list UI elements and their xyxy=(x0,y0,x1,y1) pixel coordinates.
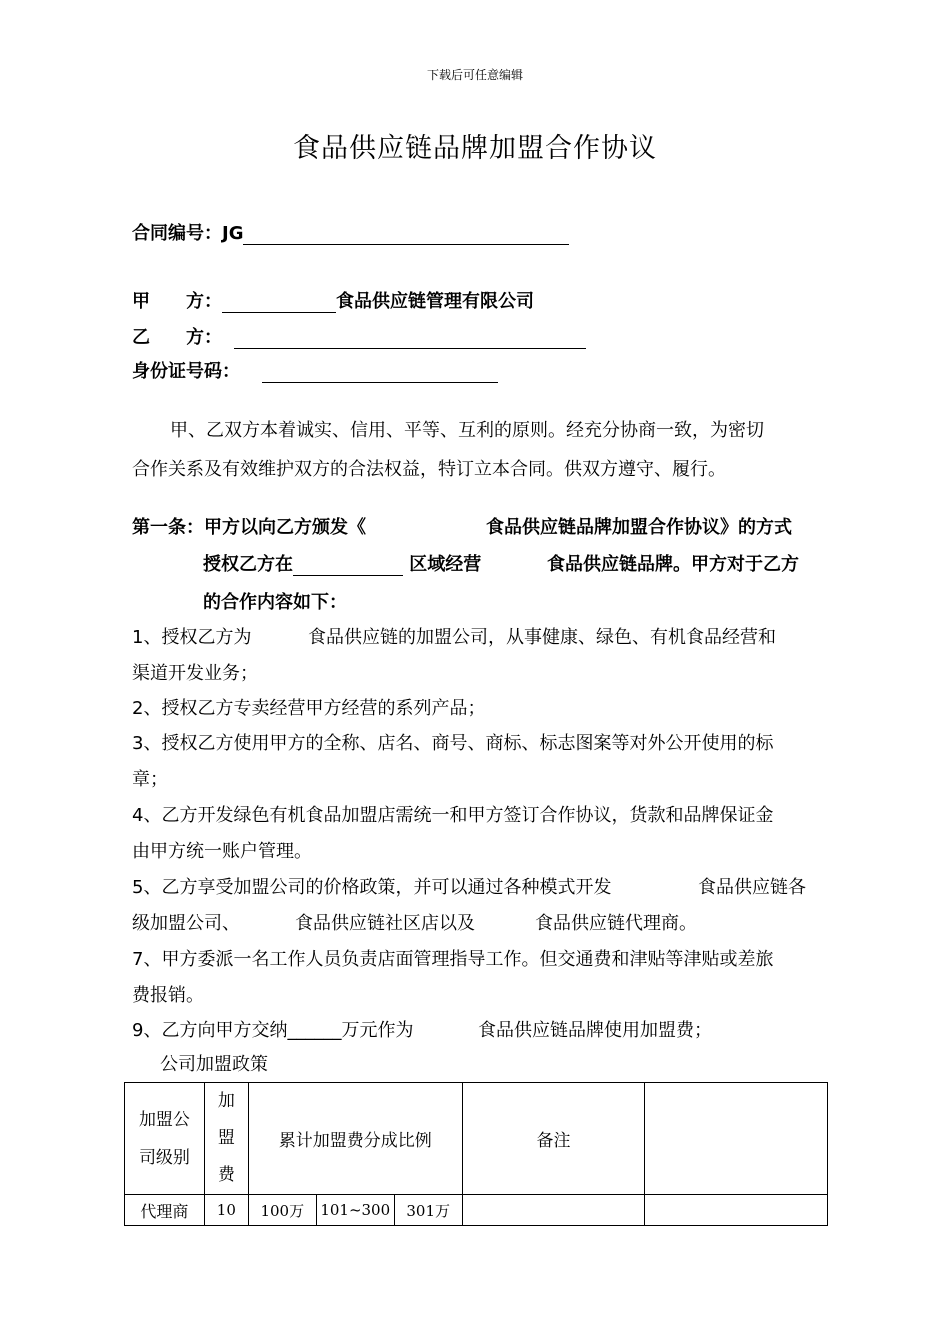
id-number-blank xyxy=(262,362,498,383)
party-a-line xyxy=(132,287,534,313)
document-title: 食品供应链品牌加盟合作协议 xyxy=(293,133,657,164)
contract-number-value: JG xyxy=(222,223,244,244)
article1-line2 xyxy=(203,550,481,576)
clause5-c: 级加盟公司、 xyxy=(132,913,240,934)
party-b-line xyxy=(132,323,586,349)
header-fee-char1: 加 xyxy=(217,1091,235,1111)
clause7-b: 费报销。 xyxy=(132,985,204,1006)
header-fee-char2: 盟 xyxy=(217,1128,235,1148)
id-number-label: 身份证号码： xyxy=(132,361,240,382)
cell-note xyxy=(462,1195,645,1226)
clause5-b: 食品供应链各 xyxy=(698,877,806,898)
clause3-a: 3、授权乙方使用甲方的全称、店名、商号、商标、标志图案等对外公开使用的标 xyxy=(132,733,774,754)
table-header-row xyxy=(125,1083,828,1195)
article1-region-suffix: 区域经营 xyxy=(409,554,482,575)
header-note: 下载后可任意编辑 xyxy=(426,68,523,82)
header-level-line1: 加盟公 xyxy=(138,1109,190,1130)
cell-tier2: 101~300 xyxy=(316,1195,394,1226)
clause3-b: 章； xyxy=(132,769,168,790)
policy-table xyxy=(124,1082,828,1226)
clause1-a: 1、授权乙方为 xyxy=(132,627,252,648)
clause4-a: 4、乙方开发绿色有机食品加盟店需统一和甲方签订合作协议，货款和品牌保证金 xyxy=(132,805,774,826)
header-empty xyxy=(645,1083,828,1195)
cell-fee: 10 xyxy=(204,1195,248,1226)
clause9-b: 食品供应链品牌使用加盟费； xyxy=(478,1020,712,1041)
header-fee xyxy=(204,1083,248,1195)
contract-number-blank xyxy=(243,224,569,245)
clause1-b: 食品供应链的加盟公司，从事健康、绿色、有机食品经营和 xyxy=(308,627,776,648)
policy-title: 公司加盟政策 xyxy=(160,1054,268,1075)
cell-tier3: 301万 xyxy=(394,1195,462,1226)
party-a-label: 甲 方： xyxy=(132,291,222,312)
clause2: 2、授权乙方专卖经营甲方经营的系列产品； xyxy=(132,698,486,719)
party-b-blank xyxy=(234,328,586,349)
clause4-b: 由甲方统一账户管理。 xyxy=(132,841,312,862)
header-level xyxy=(125,1083,205,1195)
clause1-c: 渠道开发业务； xyxy=(132,663,258,684)
clause5-d: 食品供应链社区店以及 xyxy=(295,913,475,934)
table-row xyxy=(125,1195,828,1226)
contract-number-line xyxy=(132,219,569,245)
header-note: 备注 xyxy=(462,1083,645,1195)
party-a-blank xyxy=(222,292,336,313)
region-blank xyxy=(293,555,403,576)
header-fee-char3: 费 xyxy=(217,1165,235,1185)
intro-line-1: 甲、乙双方本着诚实、信用、平等、互利的原则。经充分协商一致，为密切 xyxy=(170,420,764,441)
contract-number-label: 合同编号： xyxy=(132,223,222,244)
article1-line2-c: 食品供应链品牌。甲方对于乙方 xyxy=(547,554,799,575)
party-a-value: 食品供应链管理有限公司 xyxy=(336,291,534,312)
clause5-e: 食品供应链代理商。 xyxy=(535,913,697,934)
id-number-line xyxy=(132,357,498,383)
clause7-a: 7、甲方委派一名工作人员负责店面管理指导工作。但交通费和津贴等津贴或差旅 xyxy=(132,949,774,970)
header-share: 累计加盟费分成比例 xyxy=(248,1083,462,1195)
cell-empty xyxy=(645,1195,828,1226)
article1-region-label: 授权乙方在 xyxy=(203,554,293,575)
header-level-line2: 司级别 xyxy=(138,1147,190,1168)
article1-line3: 的合作内容如下： xyxy=(203,592,347,613)
clause9-a: 9、乙方向甲方交纳______万元作为 xyxy=(132,1020,414,1041)
cell-level: 代理商 xyxy=(125,1195,205,1226)
party-b-label: 乙 方： xyxy=(132,327,222,348)
cell-tier1: 100万 xyxy=(248,1195,316,1226)
intro-line-2: 合作关系及有效维护双方的合法权益，特订立本合同。供双方遵守、履行。 xyxy=(132,459,726,480)
clause5-a: 5、乙方享受加盟公司的价格政策，并可以通过各种模式开发 xyxy=(132,877,612,898)
article1-line1-a: 第一条：甲方以向乙方颁发《 xyxy=(132,517,366,538)
article1-line1-b: 食品供应链品牌加盟合作协议》的方式 xyxy=(486,517,792,538)
